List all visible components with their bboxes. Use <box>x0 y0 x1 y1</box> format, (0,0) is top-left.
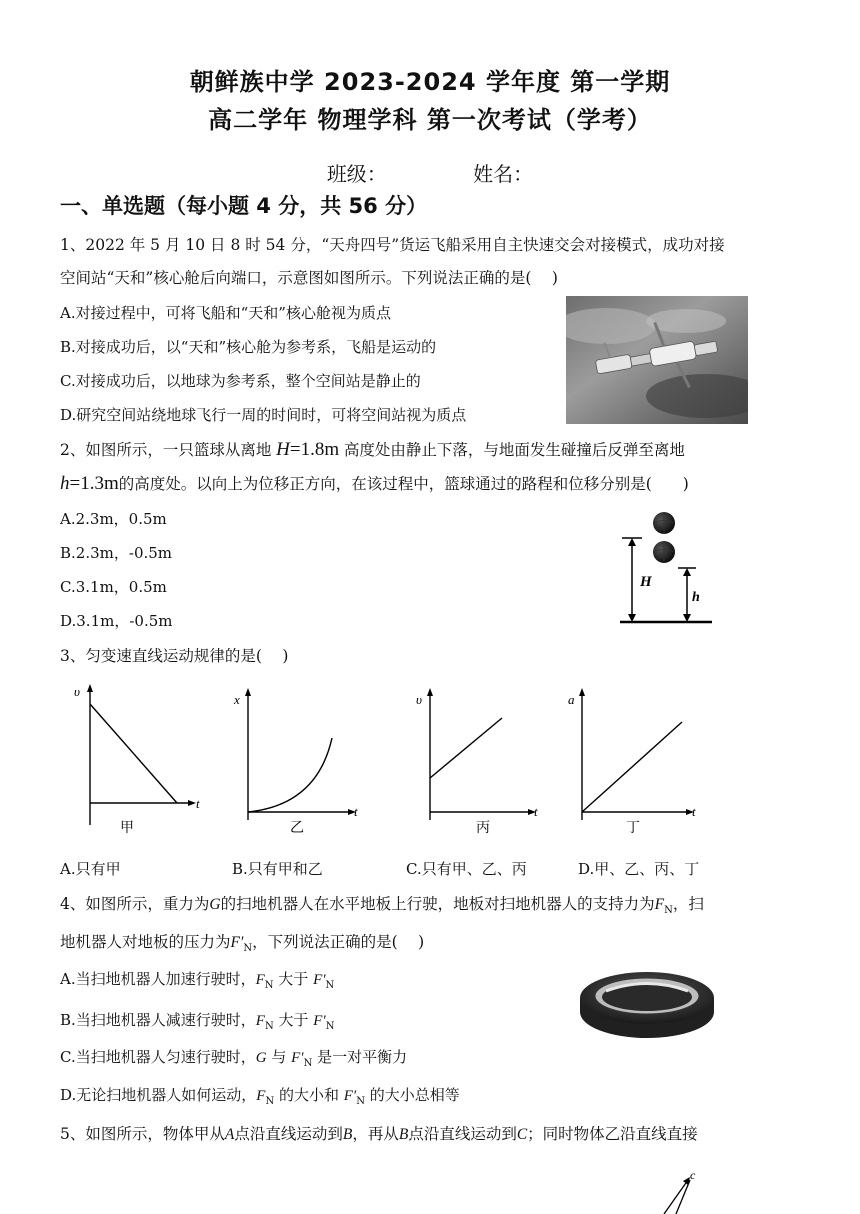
q2-option-d[interactable]: D.3.1m，-0.5m <box>60 612 173 630</box>
q1-stem-line2: 空间站“天和”核心舱后向端口，示意图如图所示。下列说法正确的是( ) <box>60 269 558 287</box>
q1-option-b[interactable]: B.对接成功后，以“天和”核心舱为参考系，飞船是运动的 <box>60 338 437 356</box>
name-label: 姓名： <box>473 162 534 186</box>
q5-stem-line1: 5、如图所示，物体甲从A点沿直线运动到B，再从B点沿直线运动到C；同时物体乙沿直线直接 <box>60 1125 698 1143</box>
q2-stem-line1: 2、如图所示，一只篮球从离地 H=1.8m 高度处由静止下落，与地面发生碰撞后反弹至离地 <box>60 439 685 460</box>
svg-text:υ: υ <box>74 684 80 699</box>
q1-option-c[interactable]: C.对接成功后，以地球为参考系，整个空间站是静止的 <box>60 372 421 390</box>
q3-option-a[interactable]: A.只有甲 <box>60 860 121 878</box>
basketball-diagram <box>612 506 722 630</box>
space-station-photo <box>566 296 748 424</box>
student-info <box>0 158 860 187</box>
q4-stem-line1: 4、如图所示，重力为G的扫地机器人在水平地板上行驶，地板对扫地机器人的支持力为$F_N$，扫 <box>60 895 704 917</box>
svg-text:乙: 乙 <box>290 820 304 836</box>
q2-stem-line2: h=1.3m的高度处。以向上为位移正方向，在该过程中，篮球通过的路程和位移分别是( ) <box>60 473 689 494</box>
graph-yi <box>233 688 358 836</box>
q1-option-a[interactable]: A.对接过程中，可将飞船和“天和”核心舱视为质点 <box>60 304 391 322</box>
svg-text:丁: 丁 <box>626 820 640 836</box>
graph-ding <box>568 688 696 836</box>
q1-option-d[interactable]: D.研究空间站绕地球飞行一周的时间时，可将空间站视为质点 <box>60 406 467 424</box>
section-title: 一、单选题（每小题 4 分，共 56 分） <box>60 194 428 218</box>
svg-text:υ: υ <box>416 692 422 707</box>
svg-text:a: a <box>568 692 575 707</box>
q2-option-c[interactable]: C.3.1m，0.5m <box>60 578 167 596</box>
svg-text:t: t <box>534 804 538 819</box>
exam-title-line2: 高二学年 物理学科 第一次考试（学考） <box>208 106 652 134</box>
svg-text:t: t <box>196 796 200 811</box>
fig-label-h: h <box>692 590 700 605</box>
q3-option-d[interactable]: D.甲、乙、丙、丁 <box>578 860 700 878</box>
svg-text:t: t <box>354 804 358 819</box>
q2-option-a[interactable]: A.2.3m，0.5m <box>60 510 167 528</box>
height-H-formula: H=1.8m <box>276 439 340 460</box>
q3-option-b[interactable]: B.只有甲和乙 <box>232 860 323 878</box>
q4-option-a[interactable]: A.当扫地机器人加速行驶时，$F_N$ 大于 $F'_N$ <box>60 970 335 991</box>
q4-option-b[interactable]: B.当扫地机器人减速行驶时，$F_N$ 大于 $F'_N$ <box>60 1011 335 1032</box>
robot-vacuum-photo <box>576 966 718 1044</box>
svg-text:x: x <box>234 692 240 707</box>
graph-bing <box>416 688 538 836</box>
q4-stem-line2: 地机器人对地板的压力为$F'_N$，下列说法正确的是( ) <box>60 933 425 955</box>
motion-graphs <box>62 680 702 846</box>
height-h-formula: h=1.3m <box>60 473 119 494</box>
class-label: 班级： <box>326 162 387 186</box>
exam-title-line1: 朝鲜族中学 2023-2024 学年度 第一学期 <box>189 68 671 96</box>
svg-text:甲: 甲 <box>120 820 134 836</box>
svg-text:丙: 丙 <box>476 820 490 836</box>
fig-label-H: H <box>640 574 652 590</box>
svg-text:t: t <box>692 804 696 819</box>
q3-option-c[interactable]: C.只有甲、乙、丙 <box>406 860 527 878</box>
fig-label-c: c <box>690 1168 696 1182</box>
graph-jia <box>74 684 200 836</box>
q2-option-b[interactable]: B.2.3m，-0.5m <box>60 544 173 562</box>
q1-stem-line1: 1、2022 年 5 月 10 日 8 时 54 分，“天舟四号”货运飞船采用自主快速交会对接模式，成功对接 <box>60 236 725 254</box>
q4-option-c[interactable]: C.当扫地机器人匀速行驶时，G 与 $F'_N$ 是一对平衡力 <box>60 1048 408 1069</box>
q4-option-d[interactable]: D.无论扫地机器人如何运动，$F_N$ 的大小和 $F'_N$ 的大小总相等 <box>60 1086 460 1107</box>
q3-stem: 3、匀变速直线运动规律的是( ) <box>60 647 289 665</box>
path-diagram-partial <box>660 1166 720 1214</box>
